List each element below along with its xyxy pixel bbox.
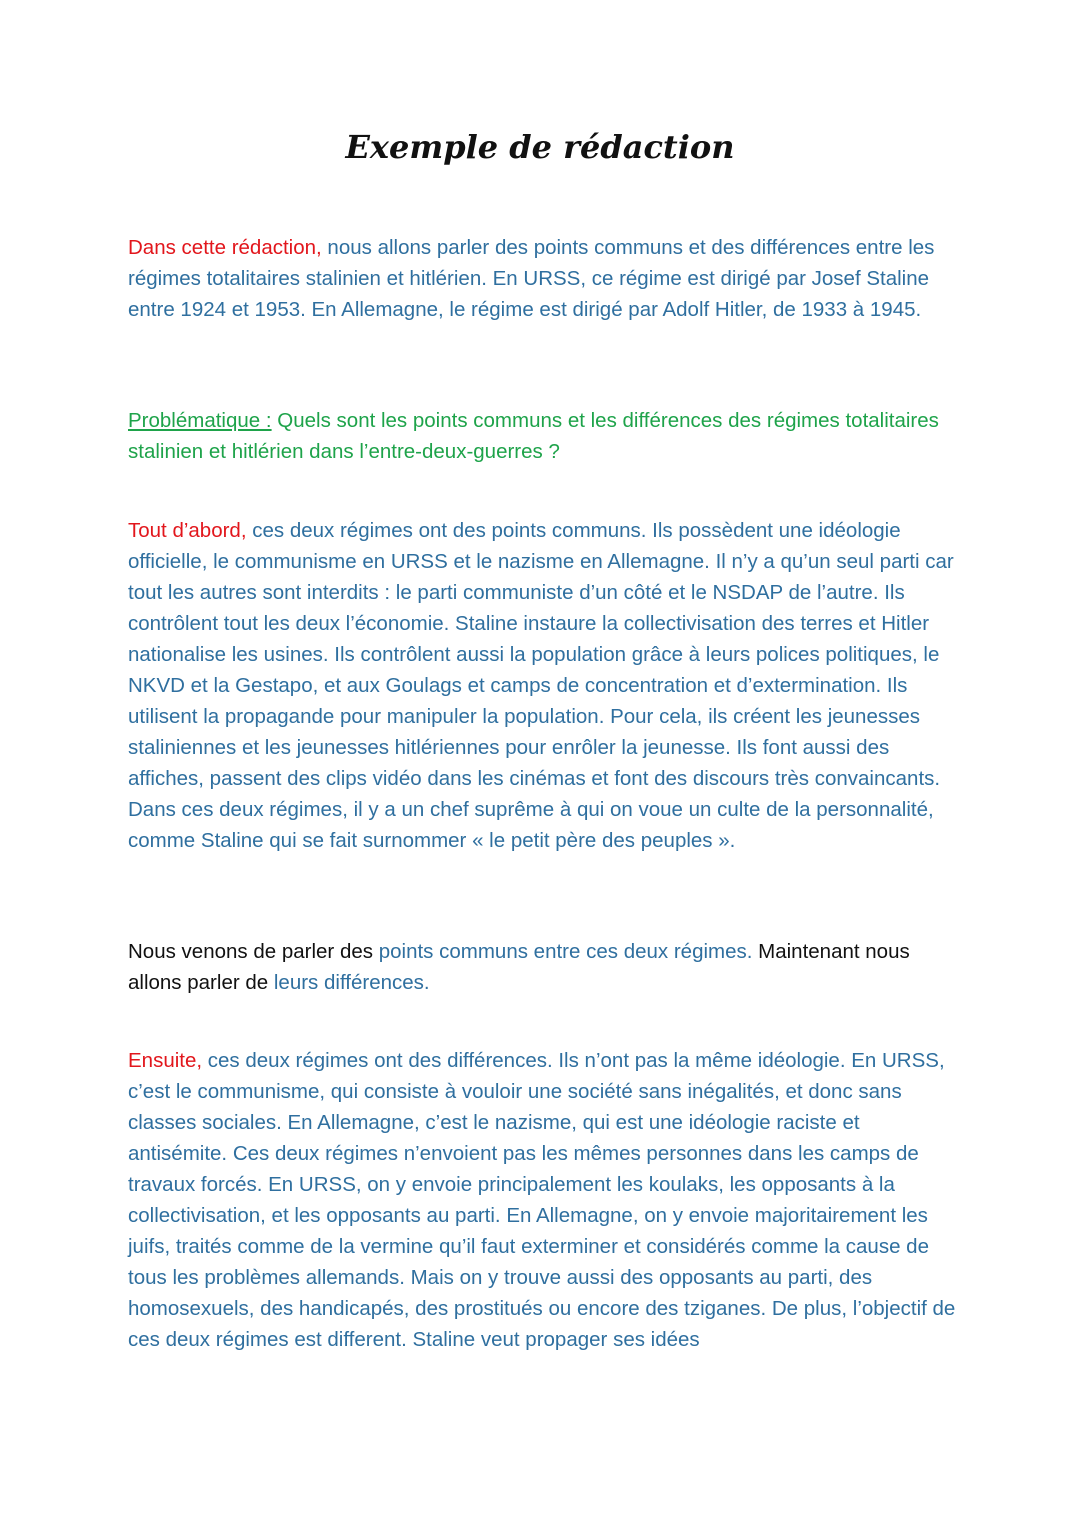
page-title: Exemple de rédaction (345, 128, 735, 166)
problem-paragraph (128, 405, 958, 467)
second-part-body: ces deux régimes ont des différences. Ils n’ont pas la même idéologie. En URSS, c’est le communisme, qui consiste à vouloir une société sans inégalités, et donc sans classes sociales. En Allemagne, c’est le nazisme, qui est une idéologie raciste et antisémite. Ces deux régimes n’envoient pas les mêmes personnes dans les camps de travaux forcés. En URSS, on y envoie principalement les koulaks, les opposants à la collectivisation, et les opposants au parti. En Allemagne, on y envoie majoritairement les juifs, traités comme de la vermine qu’il faut exterminer et considérés comme la cause de tous les problèmes allemands. Mais on y trouve aussi des opposants au parti, des homosexuels, des handicapés, des prostitués ou encore des tziganes. De plus, l’objectif de ces deux régimes est different. Staline veut propager ses idées (128, 1049, 956, 1351)
second-part-lead: Ensuite, (128, 1049, 203, 1072)
transition-highlight2: leurs différences. (273, 971, 430, 994)
transition-part2: Maintenant nous allons parler de (128, 940, 910, 994)
transition-highlight1: points communs entre ces deux régimes. (378, 940, 753, 963)
transition-paragraph (128, 936, 958, 998)
problem-label: Problématique : (128, 409, 272, 432)
first-part-body: ces deux régimes ont des points communs. Ils possèdent une idéologie officielle, le communisme en URSS et le nazisme en Allemagne. Il n’y a qu’un seul parti car tout les autres sont interdits : le parti communiste d’un côté et le NSDAP de l’autre. Ils contrôlent tout les deux l’économie. Staline instaure la collectivisation des terres et Hitler nationalise les usines. Ils contrôlent aussi la population grâce à leurs polices politiques, le NKVD et la Gestapo, et aux Goulags et camps de concentration et d’extermination. Ils utilisent la propagande pour manipuler la population. Pour cela, ils créent les jeunesses staliniennes et les jeunesses hitlériennes pour enrôler la jeunesse. Ils font aussi des affiches, passent des clips vidéo dans les cinémas et font des discours très convaincants. Dans ces deux régimes, il y a un chef suprême à qui on voue un culte de la personnalité, comme Staline qui se fait surnommer « le petit père des peuples ». (128, 519, 954, 852)
transition-part1: Nous venons de parler des (128, 940, 379, 963)
second-part-paragraph (128, 1045, 958, 1355)
problem-body: Quels sont les points communs et les différences des régimes totalitaires stalinien et hitlérien dans l’entre-deux-guerres ? (128, 409, 939, 463)
first-part-paragraph (128, 515, 958, 856)
intro-paragraph (128, 232, 958, 325)
intro-lead: Dans cette rédaction, (128, 236, 322, 259)
first-part-lead: Tout d’abord, (128, 519, 247, 542)
intro-body: nous allons parler des points communs et des différences entre les régimes totalitaires stalinien et hitlérien. En URSS, ce régime est dirigé par Josef Staline entre 1924 et 1953. En Allemagne, le régime est dirigé par Adolf Hitler, de 1933 à 1945. (128, 236, 935, 321)
